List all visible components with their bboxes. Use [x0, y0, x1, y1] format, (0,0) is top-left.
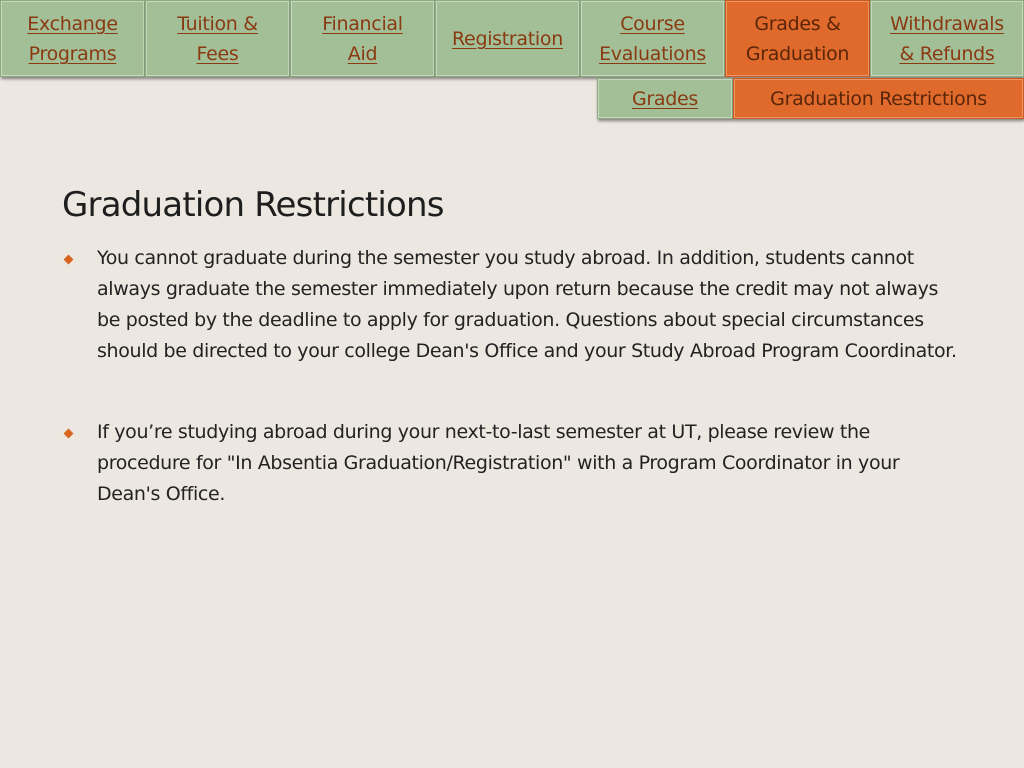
- bullet-text: If you’re studying abroad during your next-to-last semester at UT, please review the procedure for "In Absentia Graduation/Registration" with a Program Coordinator in your Dean's Office.: [97, 421, 900, 505]
- tab-financial-aid[interactable]: Financial Aid: [290, 0, 435, 77]
- list-item: [62, 417, 962, 510]
- list-item: [62, 243, 962, 367]
- subtab-graduation-restrictions[interactable]: Graduation Restrictions: [733, 78, 1024, 119]
- diamond-bullet-icon: [64, 429, 74, 439]
- tab-tuition-fees[interactable]: Tuition & Fees: [145, 0, 290, 77]
- tab-exchange-programs[interactable]: Exchange Programs: [0, 0, 145, 77]
- bullet-text: You cannot graduate during the semester you study abroad. In addition, students cannot always graduate the semester immediately upon return because the credit may not always be posted by the deadline to apply for graduation. Questions about special circumstances should be directed to your college Dean's Office and your Study Abroad Program Coordinator.: [97, 247, 957, 362]
- subtab-grades[interactable]: Grades: [597, 78, 733, 119]
- tab-course-evaluations[interactable]: Course Evaluations: [580, 0, 725, 77]
- bullet-list: [62, 243, 962, 560]
- diamond-bullet-icon: [64, 255, 74, 265]
- tab-grades-graduation[interactable]: Grades & Graduation: [725, 0, 870, 77]
- tab-withdrawals-refunds[interactable]: Withdrawals & Refunds: [870, 0, 1024, 77]
- tab-registration[interactable]: Registration: [435, 0, 580, 77]
- page-title: Graduation Restrictions: [62, 185, 444, 225]
